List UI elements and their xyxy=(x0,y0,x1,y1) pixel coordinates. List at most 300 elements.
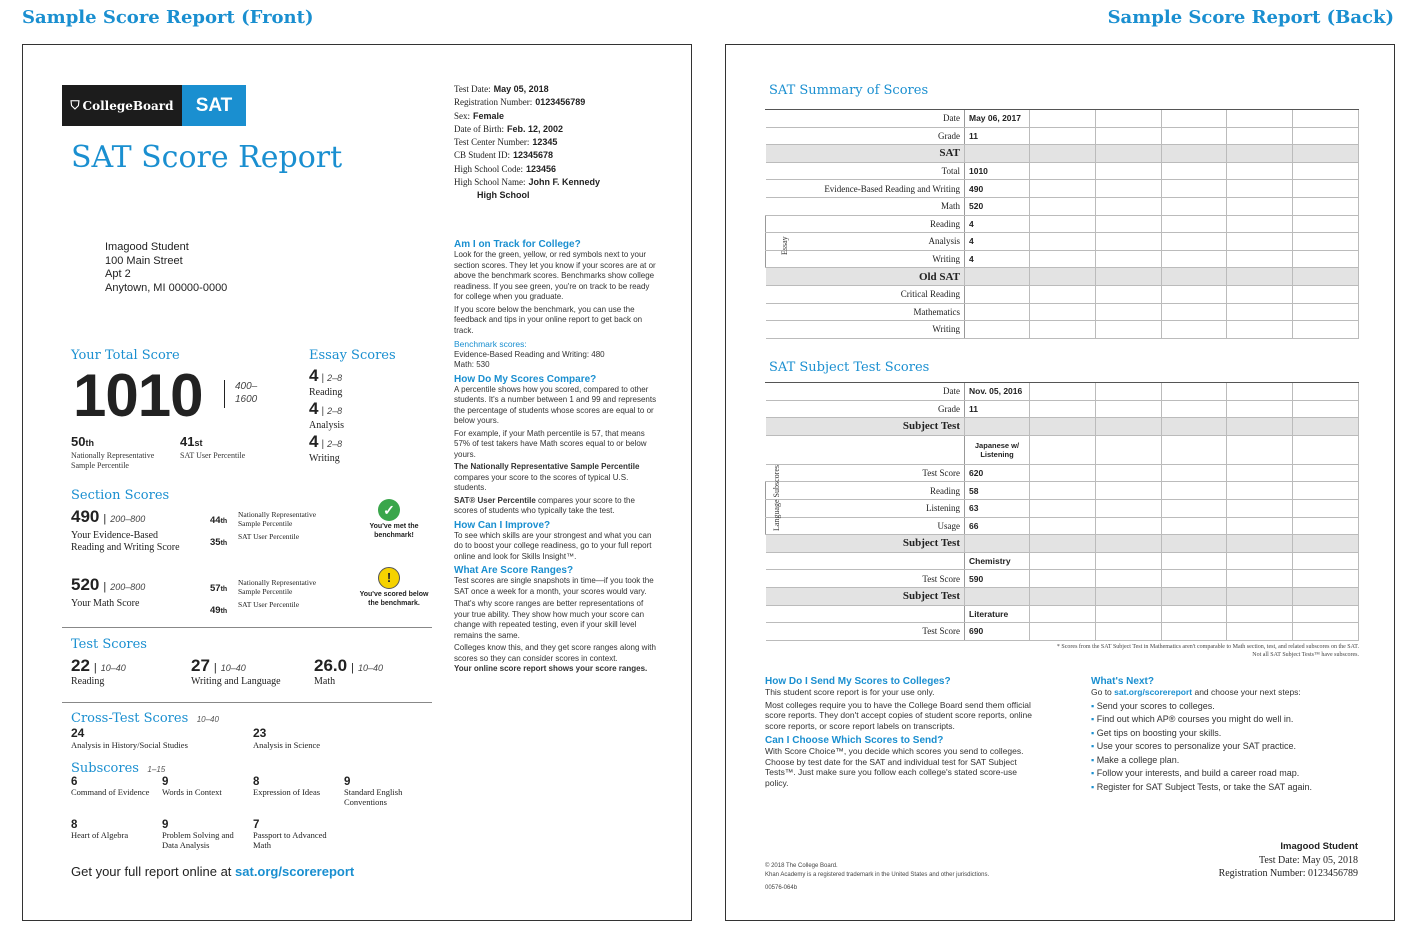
band-cell xyxy=(1030,145,1096,163)
cross-test-scores xyxy=(71,726,431,752)
empty-cell xyxy=(1161,127,1227,145)
empty-cell xyxy=(1030,303,1096,321)
score-cell: 4 xyxy=(965,215,1030,233)
empty-cell xyxy=(1095,383,1161,400)
cross-test-item xyxy=(253,726,320,750)
info-value: Feb. 12, 2002 xyxy=(507,123,564,134)
address-line: Apt 2 xyxy=(105,268,131,280)
faq-compare-answer: A percentile shows how you scored, compared to other students. It's a number between 1 and 99 and represents the percentage of students whose scores are equal to or below yours. xyxy=(454,384,657,425)
address-line: Anytown, MI 00000-0000 xyxy=(105,281,228,294)
band-cell xyxy=(1030,268,1096,286)
empty-cell xyxy=(1030,110,1096,127)
back-page xyxy=(725,44,1395,921)
score-cell: 58 xyxy=(965,482,1030,500)
next-step-item: ▪ Send your scores to colleges. xyxy=(1091,700,1361,714)
row-label: Math xyxy=(766,197,965,215)
empty-cell xyxy=(1095,499,1161,517)
table-band xyxy=(766,418,1359,436)
info-label: High School Name: xyxy=(454,177,526,188)
percentile-number xyxy=(210,510,238,528)
band-cell xyxy=(1161,145,1227,163)
subscore-value: 9 xyxy=(344,776,351,788)
row-label xyxy=(766,605,965,623)
empty-cell xyxy=(1227,197,1293,215)
test-scores-heading: Test Scores xyxy=(71,637,147,652)
empty-cell xyxy=(1030,127,1096,145)
faq-compare-example: For example, if your Math percentile is 57, that means 57% of test takers have Math scores equal to or below yours. xyxy=(454,428,647,459)
test-score-item xyxy=(71,656,126,687)
score-cell: 520 xyxy=(965,197,1030,215)
empty-cell xyxy=(1095,162,1161,180)
empty-cell xyxy=(1227,127,1293,145)
empty-cell xyxy=(1030,215,1096,233)
definition: compares your score to the scores of students who typically take the test. xyxy=(454,495,635,515)
footnote: Not all SAT Subject Tests™ have subscores. xyxy=(1252,652,1359,658)
row-label: Reading xyxy=(766,215,965,233)
divider: | xyxy=(321,406,325,417)
test-score: 26.0 xyxy=(314,656,348,675)
band-cell xyxy=(1095,268,1161,286)
percentile-label: Nationally Representative Sample Percentile xyxy=(71,451,155,470)
empty-cell xyxy=(1293,162,1359,180)
next-step-item: ▪ Follow your interests, and build a career road map. xyxy=(1091,767,1361,781)
definition: compares your score to the scores of typical U.S. students. xyxy=(454,472,629,492)
empty-cell xyxy=(1161,552,1227,570)
score-cell: Literature xyxy=(965,605,1030,623)
info-value: 12345678 xyxy=(513,150,554,161)
subscore-item xyxy=(253,776,341,798)
section-label: Your Evidence-Based Reading and Writing Score xyxy=(71,530,180,553)
faq-compare-user xyxy=(454,496,659,517)
score-cell xyxy=(965,285,1030,303)
empty-cell xyxy=(1030,400,1096,418)
row-label: Writing xyxy=(766,250,965,268)
test-range: 10–40 xyxy=(100,663,126,673)
faq-ranges-answer: Test scores are single snapshots in time—if you took the SAT once a week for a month, your scores would vary. xyxy=(454,576,654,596)
table-row xyxy=(766,110,1359,127)
test-score-item xyxy=(314,656,383,687)
total-score-heading: Your Total Score xyxy=(71,348,180,363)
empty-cell xyxy=(1161,303,1227,321)
empty-cell xyxy=(1161,233,1227,251)
student-info-row xyxy=(454,149,674,162)
empty-cell xyxy=(1293,400,1359,418)
signature-block xyxy=(1219,840,1358,881)
band-cell xyxy=(1227,587,1293,605)
score-cell: 66 xyxy=(965,517,1030,535)
subject-table xyxy=(765,383,1359,641)
empty-cell xyxy=(1227,321,1293,339)
empty-cell xyxy=(1293,435,1359,464)
score-cell: 1010 xyxy=(965,162,1030,180)
info-label: Test Date: xyxy=(454,84,491,94)
empty-cell xyxy=(1095,605,1161,623)
address-line: Imagood Student xyxy=(105,241,189,253)
score-cell xyxy=(965,321,1030,339)
total-range xyxy=(235,380,257,406)
term: The Nationally Representative Sample Percentile xyxy=(454,462,640,471)
term: SAT® User Percentile xyxy=(454,495,536,505)
choose-scores-answer: With Score Choice™, you decide which scores you send to colleges. Choose by test date for the SAT and individual test for SAT Subject Tests™. Just make sure you follow each college's stated score-use policy. xyxy=(765,746,1024,788)
essay-range: 2–8 xyxy=(327,439,343,449)
test-score-line xyxy=(191,656,281,676)
section-score-item xyxy=(71,502,431,575)
summary-heading: SAT Summary of Scores xyxy=(769,83,929,98)
percentile-row xyxy=(210,510,340,528)
percentile-value: 49 xyxy=(210,605,221,616)
empty-cell xyxy=(1095,180,1161,198)
divider: | xyxy=(103,513,107,525)
band-cell xyxy=(1030,587,1096,605)
empty-cell xyxy=(1161,215,1227,233)
empty-cell xyxy=(1161,250,1227,268)
divider: | xyxy=(321,439,325,450)
divider xyxy=(62,627,432,628)
divider xyxy=(62,702,432,703)
section-scores xyxy=(71,502,431,643)
empty-cell xyxy=(1293,464,1359,482)
info-value: 12345 xyxy=(532,137,558,148)
send-scores-question: How Do I Send My Scores to Colleges? xyxy=(765,676,951,687)
mailing-address xyxy=(105,241,227,295)
percentile-suffix: th xyxy=(220,518,228,525)
score-cell: 11 xyxy=(965,400,1030,418)
score-cell xyxy=(965,303,1030,321)
cross-test-title: Cross-Test Scores xyxy=(71,711,189,726)
subscores-title: Subscores xyxy=(71,761,139,776)
score-cell: Chemistry xyxy=(965,552,1030,570)
section-score-line xyxy=(71,575,145,595)
score-report-link[interactable]: sat.org/scorereport xyxy=(235,864,355,879)
total-score: 1010 xyxy=(73,362,203,429)
info-value: High School xyxy=(477,190,530,201)
percentile-value: 50 xyxy=(71,434,86,449)
cross-test-heading xyxy=(71,709,219,727)
subscore-value: 8 xyxy=(253,776,260,788)
test-score: 22 xyxy=(71,656,90,675)
table-row xyxy=(766,570,1359,588)
next-step-item: ▪ Register for SAT Subject Tests, or take the SAT again. xyxy=(1091,781,1361,795)
subscore-item xyxy=(71,776,159,798)
test-score-item xyxy=(191,656,281,687)
subscore-item xyxy=(162,776,250,798)
score-cell: 690 xyxy=(965,623,1030,641)
footnote: * Scores from the SAT Subject Test in Mathematics aren't comparable to Math section, test, and related subscores on the SAT. xyxy=(1056,644,1359,650)
empty-cell xyxy=(1030,552,1096,570)
empty-cell xyxy=(1030,285,1096,303)
table-row xyxy=(766,517,1359,535)
empty-cell xyxy=(1161,482,1227,500)
empty-cell xyxy=(1030,482,1096,500)
essay-label: Reading xyxy=(309,387,343,398)
subscore-item xyxy=(253,819,341,850)
section-range: 200–800 xyxy=(110,582,146,592)
send-scores-answer-2: Most colleges require you to have the College Board send them official score reports. They don't accept copies of student score reports, online score reports, or score report labels on transcripts. xyxy=(765,699,1032,731)
empty-cell xyxy=(1030,435,1096,464)
info-label: Date of Birth: xyxy=(454,123,504,134)
table-band xyxy=(766,145,1359,163)
table-row xyxy=(766,285,1359,303)
empty-cell xyxy=(1293,180,1359,198)
empty-cell xyxy=(1227,162,1293,180)
info-label: Registration Number: xyxy=(454,97,533,108)
subscore-value: 9 xyxy=(162,819,169,831)
next-step-item: ▪ Make a college plan. xyxy=(1091,754,1361,768)
empty-cell xyxy=(1030,321,1096,339)
band-cell xyxy=(1161,418,1227,436)
row-label: Date xyxy=(766,383,965,400)
divider: | xyxy=(351,662,354,674)
percentile-suffix: th xyxy=(220,586,228,593)
student-info-row xyxy=(454,110,674,123)
row-label: Writing xyxy=(766,321,965,339)
section-percentiles xyxy=(210,510,340,554)
empty-cell xyxy=(1030,250,1096,268)
band-label: Subject Test xyxy=(766,535,965,553)
score-cell: Japanese w/ Listening xyxy=(965,435,1030,464)
row-label: Critical Reading xyxy=(766,285,965,303)
empty-cell xyxy=(1095,552,1161,570)
essay-side-label: Essay xyxy=(780,236,789,255)
empty-cell xyxy=(1293,110,1359,127)
empty-cell xyxy=(1095,435,1161,464)
empty-cell xyxy=(1227,400,1293,418)
table-band xyxy=(766,587,1359,605)
intro-text: Go to xyxy=(1091,687,1115,697)
table-row xyxy=(766,303,1359,321)
send-scores-section xyxy=(765,676,1035,788)
faq-improve-question: How Can I Improve? xyxy=(454,519,551,531)
empty-cell xyxy=(1161,570,1227,588)
empty-cell xyxy=(1095,197,1161,215)
essay-score-line xyxy=(309,400,344,420)
percentile-value: 35 xyxy=(210,537,221,548)
trademark-line: Khan Academy is a registered trademark in the United States and other jurisdictions. xyxy=(765,872,990,878)
report-title: SAT Score Report xyxy=(71,140,343,175)
table-row xyxy=(766,623,1359,641)
empty-cell xyxy=(1161,162,1227,180)
subscore-value: 8 xyxy=(71,819,78,831)
empty-cell xyxy=(1293,321,1359,339)
percentile-row xyxy=(210,600,340,618)
empty-cell xyxy=(1293,250,1359,268)
test-date: Test Date: May 05, 2018 xyxy=(1258,854,1358,866)
percentile-number xyxy=(210,532,238,550)
info-label: CB Student ID: xyxy=(454,150,511,161)
sat-wordmark: SAT xyxy=(182,85,246,126)
essay-label: Analysis xyxy=(309,420,344,431)
empty-cell xyxy=(1161,517,1227,535)
whats-next-question: What's Next? xyxy=(1091,676,1154,687)
range-high: 1600 xyxy=(235,394,258,405)
next-step-item: ▪ Use your scores to personalize your SAT practice. xyxy=(1091,740,1361,754)
warning-icon: ! xyxy=(378,567,400,589)
benchmark-heading: Benchmark scores: xyxy=(454,339,527,349)
score-report-link[interactable]: sat.org/scorereport xyxy=(1114,687,1193,697)
total-percentile-national xyxy=(71,433,171,471)
band-cell xyxy=(965,587,1030,605)
subscore-label: Expression of Ideas xyxy=(253,787,321,797)
empty-cell xyxy=(1095,517,1161,535)
empty-cell xyxy=(1227,303,1293,321)
registration-number: Registration Number: 0123456789 xyxy=(1218,868,1358,879)
faq-ranges-answer-4: Your online score report shows your score ranges. xyxy=(454,664,648,673)
divider: | xyxy=(103,581,107,593)
row-label: Test Score xyxy=(766,623,965,641)
info-value: John F. Kennedy xyxy=(528,177,601,188)
row-label xyxy=(766,552,965,570)
empty-cell xyxy=(1095,482,1161,500)
student-info-row xyxy=(454,83,674,96)
empty-cell xyxy=(1293,197,1359,215)
faq-track-answer-2: If you score below the benchmark, you can use the feedback and tips in your online report to get back on track. xyxy=(454,304,643,335)
table-row xyxy=(766,400,1359,418)
online-report-footer xyxy=(71,864,354,879)
essay-score-item xyxy=(309,433,344,466)
empty-cell xyxy=(1095,250,1161,268)
band-cell xyxy=(1293,268,1359,286)
score-cell: 4 xyxy=(965,233,1030,251)
band-cell xyxy=(1095,145,1161,163)
empty-cell xyxy=(1161,623,1227,641)
choose-scores-question: Can I Choose Which Scores to Send? xyxy=(765,735,944,746)
essay-scores xyxy=(309,367,344,466)
faq-compare-question: How Do My Scores Compare? xyxy=(454,373,597,385)
empty-cell xyxy=(1227,464,1293,482)
score-cell: 4 xyxy=(965,250,1030,268)
essay-range: 2–8 xyxy=(327,406,343,416)
table-row xyxy=(766,464,1359,482)
summary-table xyxy=(765,110,1359,339)
benchmark-status: You've scored below the benchmark. xyxy=(359,591,429,607)
table-row xyxy=(766,197,1359,215)
empty-cell xyxy=(1030,570,1096,588)
band-cell xyxy=(1095,535,1161,553)
subscore-label: Heart of Algebra xyxy=(71,830,129,840)
empty-cell xyxy=(1293,552,1359,570)
cross-test-label: Analysis in Science xyxy=(253,740,321,750)
band-cell xyxy=(965,268,1030,286)
empty-cell xyxy=(1161,285,1227,303)
essay-score: 4 xyxy=(309,432,319,451)
percentile-suffix: st xyxy=(194,438,203,448)
back-caption: Sample Score Report (Back) xyxy=(1107,7,1394,28)
band-cell xyxy=(1227,418,1293,436)
band-cell xyxy=(1161,587,1227,605)
empty-cell xyxy=(1095,215,1161,233)
whats-next-section xyxy=(1091,676,1361,794)
side-label-text: Language Subscores xyxy=(772,465,781,531)
section-score-item xyxy=(71,570,431,643)
score-cell: May 06, 2017 xyxy=(965,110,1030,127)
percentile-value: 41 xyxy=(180,434,195,449)
band-cell xyxy=(1293,535,1359,553)
info-value: Female xyxy=(473,110,505,121)
row-label: Evidence-Based Reading and Writing xyxy=(766,180,965,198)
student-name: Imagood Student xyxy=(1280,841,1358,852)
empty-cell xyxy=(1293,285,1359,303)
percentile-number xyxy=(210,600,238,618)
table-band xyxy=(766,535,1359,553)
table-band xyxy=(766,268,1359,286)
percentile-label: SAT User Percentile xyxy=(238,600,300,609)
empty-cell xyxy=(1095,233,1161,251)
divider: | xyxy=(321,373,325,384)
table-row xyxy=(766,499,1359,517)
student-info xyxy=(454,83,674,203)
empty-cell xyxy=(1030,233,1096,251)
empty-cell xyxy=(1095,464,1161,482)
row-label: Analysis xyxy=(766,233,965,251)
collegeboard-sat-logo xyxy=(62,85,246,126)
cross-test-item xyxy=(71,726,188,750)
table-row xyxy=(766,482,1359,500)
percentile-label: Nationally Representative Sample Percentile xyxy=(238,510,317,528)
student-info-row xyxy=(454,163,674,176)
test-label: Reading xyxy=(71,676,105,687)
cross-test-score: 23 xyxy=(253,726,267,740)
section-score-line xyxy=(71,507,145,527)
empty-cell xyxy=(1227,250,1293,268)
subscore-value: 7 xyxy=(253,819,260,831)
next-steps-list xyxy=(1091,700,1361,795)
band-cell xyxy=(1293,587,1359,605)
copyright-line: © 2018 The College Board. xyxy=(765,863,838,869)
info-label: Test Center Number: xyxy=(454,137,530,148)
benchmark-math: Math: 530 xyxy=(454,360,490,369)
subject-heading: SAT Subject Test Scores xyxy=(769,360,930,375)
faq-track-question: Am I on Track for College? xyxy=(454,239,581,250)
essay-score: 4 xyxy=(309,366,319,385)
percentile-row xyxy=(210,578,340,596)
empty-cell xyxy=(1227,110,1293,127)
row-label: Mathematics xyxy=(766,303,965,321)
empty-cell xyxy=(1161,110,1227,127)
subscores-range: 1–15 xyxy=(147,765,166,774)
collegeboard-wordmark: CollegeBoard xyxy=(82,98,174,113)
empty-cell xyxy=(1030,464,1096,482)
band-cell xyxy=(965,535,1030,553)
test-scores xyxy=(71,656,431,690)
row-label: Date xyxy=(766,110,965,127)
empty-cell xyxy=(1095,285,1161,303)
student-info-row xyxy=(454,123,674,136)
essay-score-item xyxy=(309,367,344,400)
subscore-label: Command of Evidence xyxy=(71,787,150,797)
test-range: 10–40 xyxy=(357,663,383,673)
faq-improve-answer: To see which skills are your strongest and what you can do to boost your college readiness, go to your full report online and look for Skills Insight™. xyxy=(454,530,652,561)
student-info-row xyxy=(454,136,674,149)
empty-cell xyxy=(1095,570,1161,588)
cross-test-label: Analysis in History/Social Studies xyxy=(71,740,188,750)
score-cell: 490 xyxy=(965,180,1030,198)
empty-cell xyxy=(1293,215,1359,233)
empty-cell xyxy=(1161,400,1227,418)
subscore-item xyxy=(162,819,250,850)
next-step-item: ▪ Find out which AP® courses you might do well in. xyxy=(1091,713,1361,727)
score-cell: 620 xyxy=(965,464,1030,482)
band-cell xyxy=(1227,268,1293,286)
faq-compare-national xyxy=(454,462,659,494)
empty-cell xyxy=(1161,605,1227,623)
empty-cell xyxy=(1161,197,1227,215)
footnotes xyxy=(906,643,1359,659)
empty-cell xyxy=(1095,303,1161,321)
empty-cell xyxy=(1030,499,1096,517)
subscore-value: 6 xyxy=(71,776,78,788)
table-row xyxy=(766,162,1359,180)
faq-track-answer: Look for the green, yellow, or red symbols next to your section scores. They let you know if your scores are at or above the benchmark scores. Benchmarks show college readiness. If you see green, you're on track to be ready for college when you graduate. xyxy=(454,250,656,301)
